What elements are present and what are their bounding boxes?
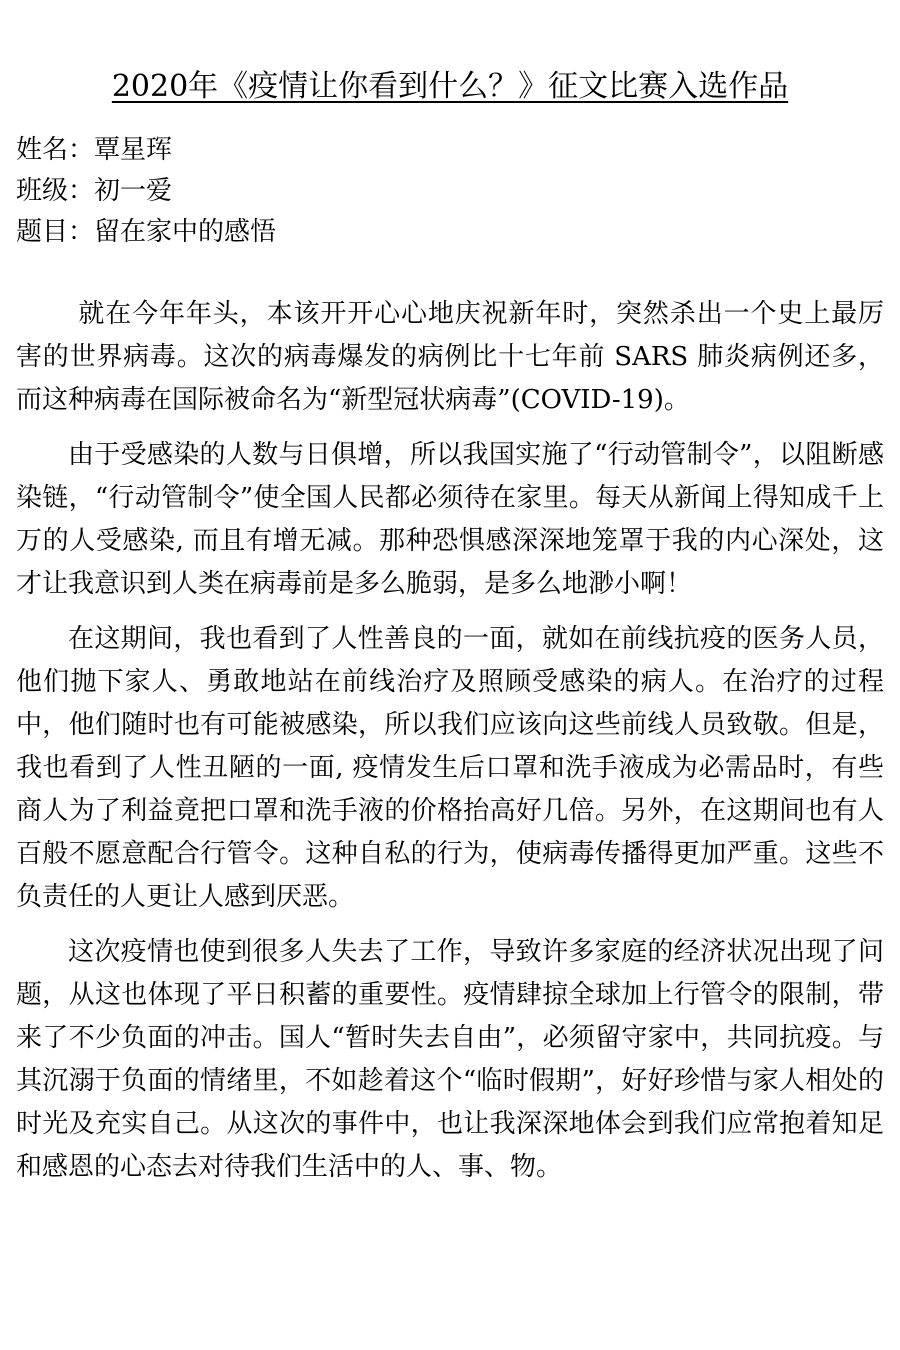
document-title-text: 2020年《疫情让你看到什么？》征文比赛入选作品 bbox=[111, 69, 789, 104]
document-title bbox=[0, 62, 900, 112]
author-name: 姓名：覃星珲 bbox=[16, 135, 173, 165]
author-class: 班级：初一爱 bbox=[16, 176, 173, 206]
paragraph-1: 就在今年年头，本该开开心心地庆祝新年时，突然杀出一个史上最厉害的世界病毒。这次的病毒爆发的病例比十七年前 SARS 肺炎病例还多，而这种病毒在国际被命名为“新型冠状病毒”(COVID-19)。 bbox=[16, 299, 884, 415]
essay-body bbox=[16, 293, 884, 1189]
paragraph-4: 这次疫情也使到很多人失去了工作，导致许多家庭的经济状况出现了问题，从这也体现了平日积蓄的重要性。疫情肆掠全球加上行管令的限制，带来了不少负面的冲击。国人“暂时失去自由”，必须留守家中，共同抗疫。与其沉溺于负面的情绪里，不如趁着这个“临时假期”，好好珍惜与家人相处的时光及充实自己。从这次的事件中，也让我深深地体会到我们应常抱着知足和感恩的心态去对待我们生活中的人、事、物。 bbox=[16, 937, 884, 1182]
essay-topic: 题目：留在家中的感悟 bbox=[16, 217, 277, 247]
author-info bbox=[16, 130, 886, 253]
paragraph-3: 在这期间，我也看到了人性善良的一面，就如在前线抗疫的医务人员，他们抛下家人、勇敢地站在前线治疗及照顾受感染的病人。在治疗的过程中，他们随时也有可能被感染，所以我们应该向这些前线人员致敬。但是，我也看到了人性丑陋的一面, 疫情发生后口罩和洗手液成为必需品时，有些商人为了利益竟把口罩和洗手液的价格抬高好几倍。另外，在这期间也有人百般不愿意配合行管令。这种自私的行为，使病毒传播得更加严重。这些不负责任的人更让人感到厌恶。 bbox=[16, 624, 884, 912]
paragraph-2: 由于受感染的人数与日俱增，所以我国实施了“行动管制令”，以阻断感染链，“行动管制令”使全国人民都必须待在家里。每天从新闻上得知成千上万的人受感染, 而且有增无减。那种恐惧感深深地笼罩于我的内心深处，这才让我意识到人类在病毒前是多么脆弱，是多么地渺小啊！ bbox=[16, 440, 884, 599]
